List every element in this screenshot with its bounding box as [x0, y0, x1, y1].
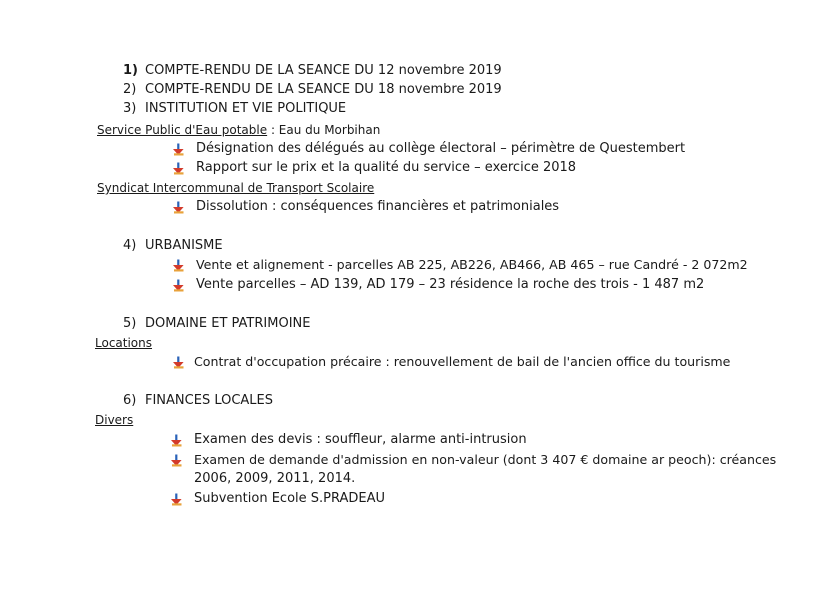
section-heading-text: Service Public d'Eau potable: [97, 123, 268, 137]
agenda-item-5: [123, 315, 310, 333]
arrow-bullet-icon: [170, 493, 183, 506]
agenda-title: COMPTE-RENDU DE LA SEANCE DU 12 novembre 2019: [145, 63, 502, 78]
list-item: Rapport sur le prix et la qualité du service – exercice 2018: [196, 160, 577, 175]
list-item: Examen des devis : souffleur, alarme anti-intrusion: [194, 432, 527, 447]
arrow-bullet-icon: [170, 434, 183, 447]
arrow-bullet-icon: [172, 201, 185, 214]
arrow-bullet-icon: [172, 143, 185, 156]
section-heading-divers: [95, 411, 133, 429]
section-heading-text: Syndicat Intercommunal de Transport Scolaire: [97, 181, 375, 195]
section-heading-locations: [95, 334, 152, 352]
agenda-item-4: [123, 237, 223, 255]
agenda-title: FINANCES LOCALES: [145, 393, 274, 408]
arrow-bullet-icon: [172, 279, 185, 292]
agenda-number: 2): [123, 82, 137, 97]
list-item: Contrat d'occupation précaire : renouvellement de bail de l'ancien office du tourisme: [194, 354, 731, 369]
list-item-continuation: 2006, 2009, 2011, 2014.: [194, 471, 356, 486]
list-item: Subvention Ecole S.PRADEAU: [194, 491, 386, 506]
arrow-bullet-icon: [172, 162, 185, 175]
agenda-item-1: [123, 62, 502, 80]
agenda-item-3: [123, 100, 346, 118]
agenda-title: INSTITUTION ET VIE POLITIQUE: [145, 101, 347, 116]
agenda-item-6: [123, 392, 273, 410]
list-item: Désignation des délégués au collège électoral – périmètre de Questembert: [196, 141, 686, 156]
agenda-number: 3): [123, 101, 137, 116]
agenda-title: URBANISME: [145, 238, 223, 253]
agenda-number: 5): [123, 316, 137, 331]
section-heading-eau: [97, 121, 380, 139]
agenda-number: 4): [123, 238, 137, 253]
list-item: Vente et alignement - parcelles AB 225, AB226, AB466, AB 465 – rue Candré - 2 072m2: [196, 257, 748, 272]
agenda-item-2: [123, 81, 502, 99]
section-heading-text: Divers: [95, 413, 134, 427]
agenda-title: COMPTE-RENDU DE LA SEANCE DU 18 novembre 2019: [145, 82, 502, 97]
list-item: Vente parcelles – AD 139, AD 179 – 23 résidence la roche des trois - 1 487 m2: [196, 277, 705, 292]
list-item: Examen de demande d'admission en non-valeur (dont 3 407 € domaine ar peoch): créances: [194, 452, 777, 467]
agenda-number: 6): [123, 393, 137, 408]
arrow-bullet-icon: [172, 259, 185, 272]
section-heading-transport: [97, 179, 374, 197]
agenda-title: DOMAINE ET PATRIMOINE: [145, 316, 311, 331]
section-heading-suffix: : Eau du Morbihan: [267, 123, 381, 137]
section-heading-text: Locations: [95, 336, 153, 350]
arrow-bullet-icon: [172, 356, 185, 369]
agenda-number: 1): [123, 63, 138, 78]
arrow-bullet-icon: [170, 454, 183, 467]
list-item: Dissolution : conséquences financières et patrimoniales: [196, 199, 560, 214]
